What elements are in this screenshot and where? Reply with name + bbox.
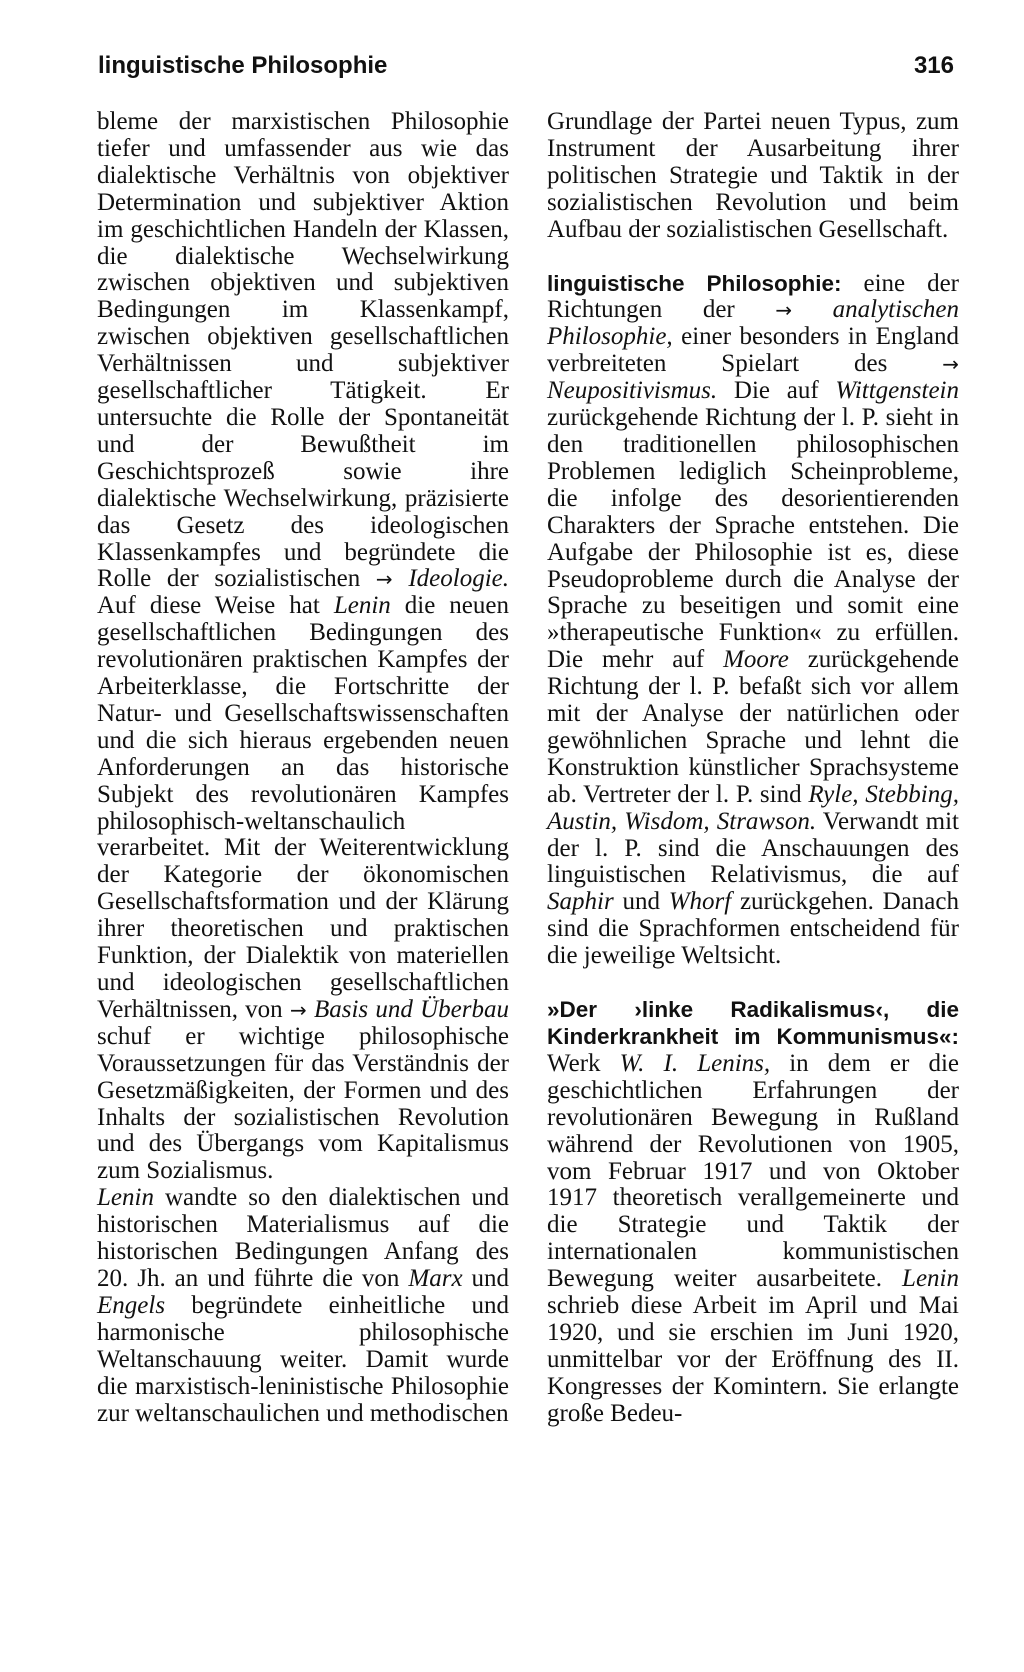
person-name: Lenin [97, 1184, 154, 1212]
person-name: Whorf [668, 888, 732, 916]
body-text: einer besonders in England verbreiteten Spielart des [547, 323, 959, 378]
body-text: Verwandt mit der l. P. sind die Anschauungen des linguistischen Relativismus, die auf [547, 807, 959, 889]
left-column [97, 109, 509, 1427]
cross-reference-link[interactable]: Ideologie. [408, 565, 510, 593]
body-text: zurückgehen. Danach sind die Sprachformen entscheidend für die jeweilige Weltsicht. [547, 888, 959, 970]
body-text: Grundlage der Partei neuen Typus, zum Instrument der Ausarbeitung ihrer politischen Strategie und Taktik in der sozialistischen Revolution und beim Aufbau der sozialistischen Gesellschaft. [547, 108, 959, 243]
cross-reference-arrow-icon: → [775, 298, 793, 323]
cross-reference-link[interactable]: Neupositivismus. [547, 377, 718, 405]
body-text: wandte so den dialektischen und historischen Materialismus auf die historischen Bedingungen Anfang des 20. Jh. an und führte die von [97, 1184, 509, 1292]
continuation-paragraph [547, 109, 959, 244]
cross-reference-link[interactable]: Basis und Überbau [313, 995, 509, 1023]
person-name: Moore [723, 646, 789, 674]
cross-reference-arrow-icon: → [942, 352, 959, 377]
page-number: 316 [913, 52, 954, 79]
person-name: Lenin [333, 592, 391, 620]
body-text: Werk [547, 1049, 601, 1077]
cross-reference-arrow-icon: → [289, 997, 307, 1022]
cross-reference-link[interactable]: analytischen Philosophie, [547, 296, 959, 351]
body-text: Die auf [733, 377, 819, 405]
person-name: Saphir [547, 888, 614, 916]
cross-reference-arrow-icon: → [375, 567, 393, 592]
continuation-paragraph [97, 109, 509, 1185]
entry-linke-radikalismus [547, 997, 959, 1428]
body-text: bleme der marxistischen Philosophie tiefer und umfassender aus wie das dialektische Verhältnis von objektiver Determination und subjektiver Aktion im geschichtlichen Handeln der Klassen, die dialektische Wechselwirkung zwischen objektiven und subjektiven Bedingungen im Klassenkampf, zwischen objektiven gesellschaftlichen Verhältnissen und subjektiver gesellschaftlicher Tätigkeit. Er untersuchte die Rolle der Spontaneität und der Bewußtheit im Geschichtsprozeß sowie ihre dialektische Wechselwirkung, präzisierte das Gesetz des ideologischen Klassenkampfes und begründete die Rolle der sozialistischen [97, 108, 509, 593]
page-header [98, 52, 954, 92]
body-text: schuf er wichtige philosophische Voraussetzungen für das Verständnis der Gesetzmäßigkeiten, der Formen und des Inhalts der sozialistischen Revolution und des Übergangs vom Kapitalismus zum Sozialismus. [97, 1022, 509, 1185]
paragraph [97, 1185, 509, 1427]
person-name: Marx [408, 1264, 463, 1292]
right-column [547, 109, 959, 1428]
body-text: eine der Richtungen der [547, 269, 959, 324]
body-text: begründete einheitliche und harmonische philosophische Weltanschauung weiter. Damit wurde die marxistisch-leninistische Philosophie zur weltanschaulichen und methodischen [97, 1291, 509, 1427]
person-name: Wittgenstein [835, 377, 959, 405]
body-text: in dem er die geschichtlichen Erfahrungen der revolutionären Bewegung in Rußland während der Revolutionen von 1905, vom Februar 1917 und von Oktober 1917 theoretisch verallgemeinerte und die Strategie und Taktik der internationalen kommunistischen Bewegung weiter ausarbeitete. [547, 1049, 960, 1293]
body-text: und [471, 1264, 510, 1292]
body-text: schrieb diese Arbeit im April und Mai 1920, und sie erschien im Juni 1920, unmittelbar vor der Eröffnung des II. Kongresses der Komintern. Sie erlangte große Bedeu- [547, 1292, 959, 1427]
person-name: Lenin [902, 1265, 959, 1293]
person-name: W. I. Lenins, [619, 1049, 771, 1077]
body-text: Auf diese Weise hat [97, 592, 320, 620]
entry-linguistische-philosophie [547, 271, 959, 971]
body-text: die neuen gesellschaftlichen Bedingungen des revolutionären praktischen Kampfes der Arbeiterklasse, die Fortschritte der Natur- und Gesellschaftswissenschaften und die sich hieraus ergebenden neuen Anforderungen an das historische Subjekt des revolutionären Kampfes philosophisch-weltanschaulich verarbeitet. Mit der Weiterentwicklung der Kategorie der ökonomischen Gesellschaftsformation und der Klärung ihrer theoretischen und praktischen Funktion, der Dialektik von materiellen und ideologischen gesellschaftlichen Verhältnissen, von [97, 592, 509, 1023]
person-name: Engels [97, 1291, 166, 1319]
body-text: und [622, 888, 660, 916]
person-names: Ryle, Stebbing, Austin, Wisdom, Strawson. [547, 780, 959, 835]
body-text: zurückgehende Richtung der l. P. befaßt sich vor allem mit der Analyse der natürlichen oder gewöhnlichen Sprache und lehnt die Konstruktion künstlicher Sprachsysteme ab. Vertreter der l. P. sind [547, 646, 959, 808]
body-text: zurückgehende Richtung der l. P. sieht in den traditionellen philosophischen Problemen lediglich Scheinprobleme, die infolge des desorientierenden Charakters der Sprache entstehen. Die Aufgabe der Philosophie ist es, diese Pseudoprobleme durch die Analyse der Sprache zu beseitigen und somit eine »therapeutische Funktion« zu erfüllen. Die mehr auf [547, 404, 959, 674]
entry-headword: »Der ›linke Radikalismus‹, die Kinderkrankheit im Kommunismus«: [547, 997, 959, 1049]
entry-headword: linguistische Philosophie: [547, 270, 842, 296]
running-head-title: linguistische Philosophie [98, 52, 388, 79]
